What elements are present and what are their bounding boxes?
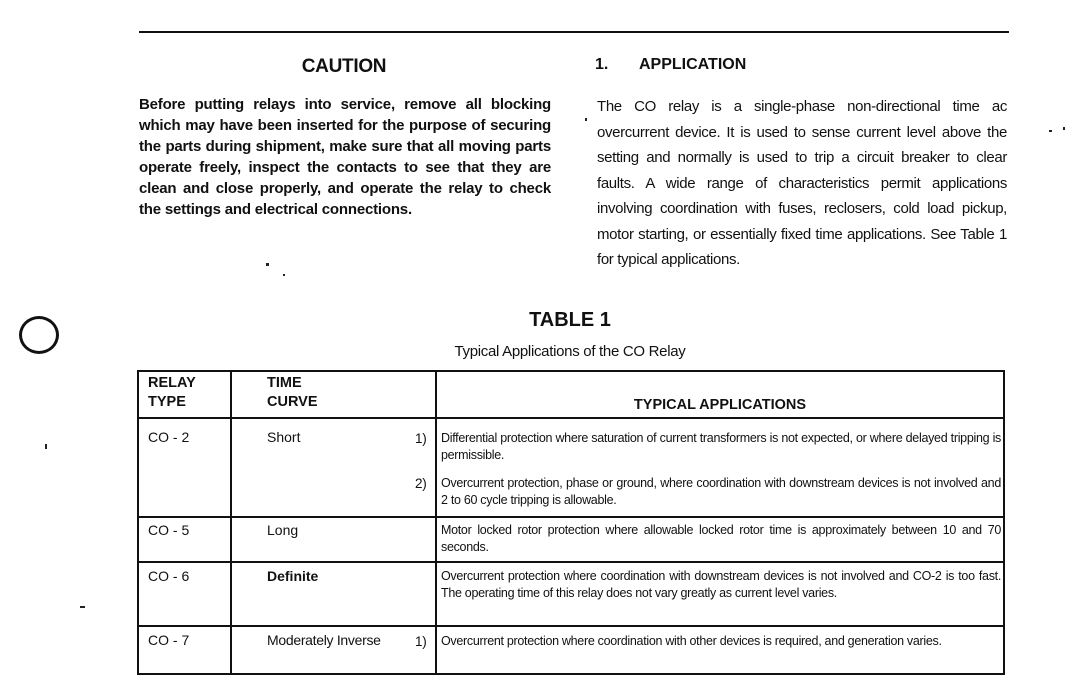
- caution-title: CAUTION: [301, 56, 387, 77]
- item-text: Overcurrent protection where coordination with downstream devices is not involved and CO-2 is too fast. The operating time of this relay does not vary greatly as current level varies.: [441, 569, 1001, 600]
- item-marker: 1): [415, 634, 427, 649]
- row-time-curve: Definite: [267, 568, 319, 584]
- header-divider: [139, 417, 1003, 419]
- scan-speck: [80, 606, 85, 608]
- punch-hole-mark: [19, 316, 59, 354]
- row-relay-type: CO - 5: [148, 522, 190, 538]
- section-heading: [595, 56, 746, 74]
- application-item: [441, 522, 1001, 556]
- row-relay-type: CO - 2: [148, 429, 190, 445]
- header-typical-applications: TYPICAL APPLICATIONS: [633, 397, 807, 413]
- application-item: [415, 475, 1001, 509]
- scan-speck: [1063, 127, 1065, 130]
- header-relay-type: RELAY TYPE: [148, 375, 196, 410]
- row-time-curve: Long: [267, 522, 299, 538]
- section-title: APPLICATION: [639, 56, 747, 73]
- scan-speck: [45, 444, 47, 449]
- item-text: Overcurrent protection where coordination with other devices is required, and generation varies.: [441, 634, 942, 648]
- section-number: 1.: [595, 56, 609, 73]
- scan-speck: [283, 274, 285, 276]
- scan-speck: [585, 118, 587, 121]
- scan-speck: [1049, 130, 1052, 132]
- row-divider: [139, 625, 1003, 627]
- item-text: Motor locked rotor protection where allowable locked rotor time is approximately between 10 and 70 seconds.: [441, 523, 1001, 554]
- header-time-curve: TIME CURVE: [267, 375, 318, 410]
- item-text: Overcurrent protection, phase or ground, where coordination with downstream devices is not involved and 2 to 60 cycle tripping is allowable.: [441, 476, 1001, 507]
- application-item: [415, 430, 1001, 464]
- row-time-curve: Moderately Inverse: [267, 632, 381, 648]
- scan-speck: [266, 263, 269, 266]
- row-divider: [139, 516, 1003, 518]
- item-text: Differential protection where saturation of current transformers is not expected, or where delayed tripping is permissible.: [441, 431, 1001, 462]
- item-marker: 2): [415, 476, 427, 491]
- application-item: [441, 568, 1001, 602]
- application-item: [415, 633, 1001, 650]
- item-marker: 1): [415, 431, 427, 446]
- caution-body: Before putting relays into service, remove all blocking which may have been inserted for the purpose of securing the parts during shipment, make sure that all moving parts operate freely, inspect the contacts to see that they are clean and close properly, and operate the relay to check the settings and electrical connections.: [139, 96, 551, 218]
- top-rule: [139, 31, 1009, 33]
- application-body: The CO relay is a single-phase non-directional time ac overcurrent device. It is used to sense current level above the setting and normally is used to trip a circuit breaker to clear faults. A wide range of characteristics permit applications involving coordination with fuses, reclosers, cold load pickup, motor starting, or essentially fixed time applications. See Table 1 for typical applications.: [597, 98, 1007, 268]
- applications-table: [137, 370, 1005, 675]
- row-time-curve: Short: [267, 429, 301, 445]
- row-relay-type: CO - 6: [148, 568, 190, 584]
- row-relay-type: CO - 7: [148, 632, 190, 648]
- row-divider: [139, 561, 1003, 563]
- table-title: TABLE 1: [529, 309, 611, 331]
- table-subtitle: Typical Applications of the CO Relay: [454, 343, 686, 360]
